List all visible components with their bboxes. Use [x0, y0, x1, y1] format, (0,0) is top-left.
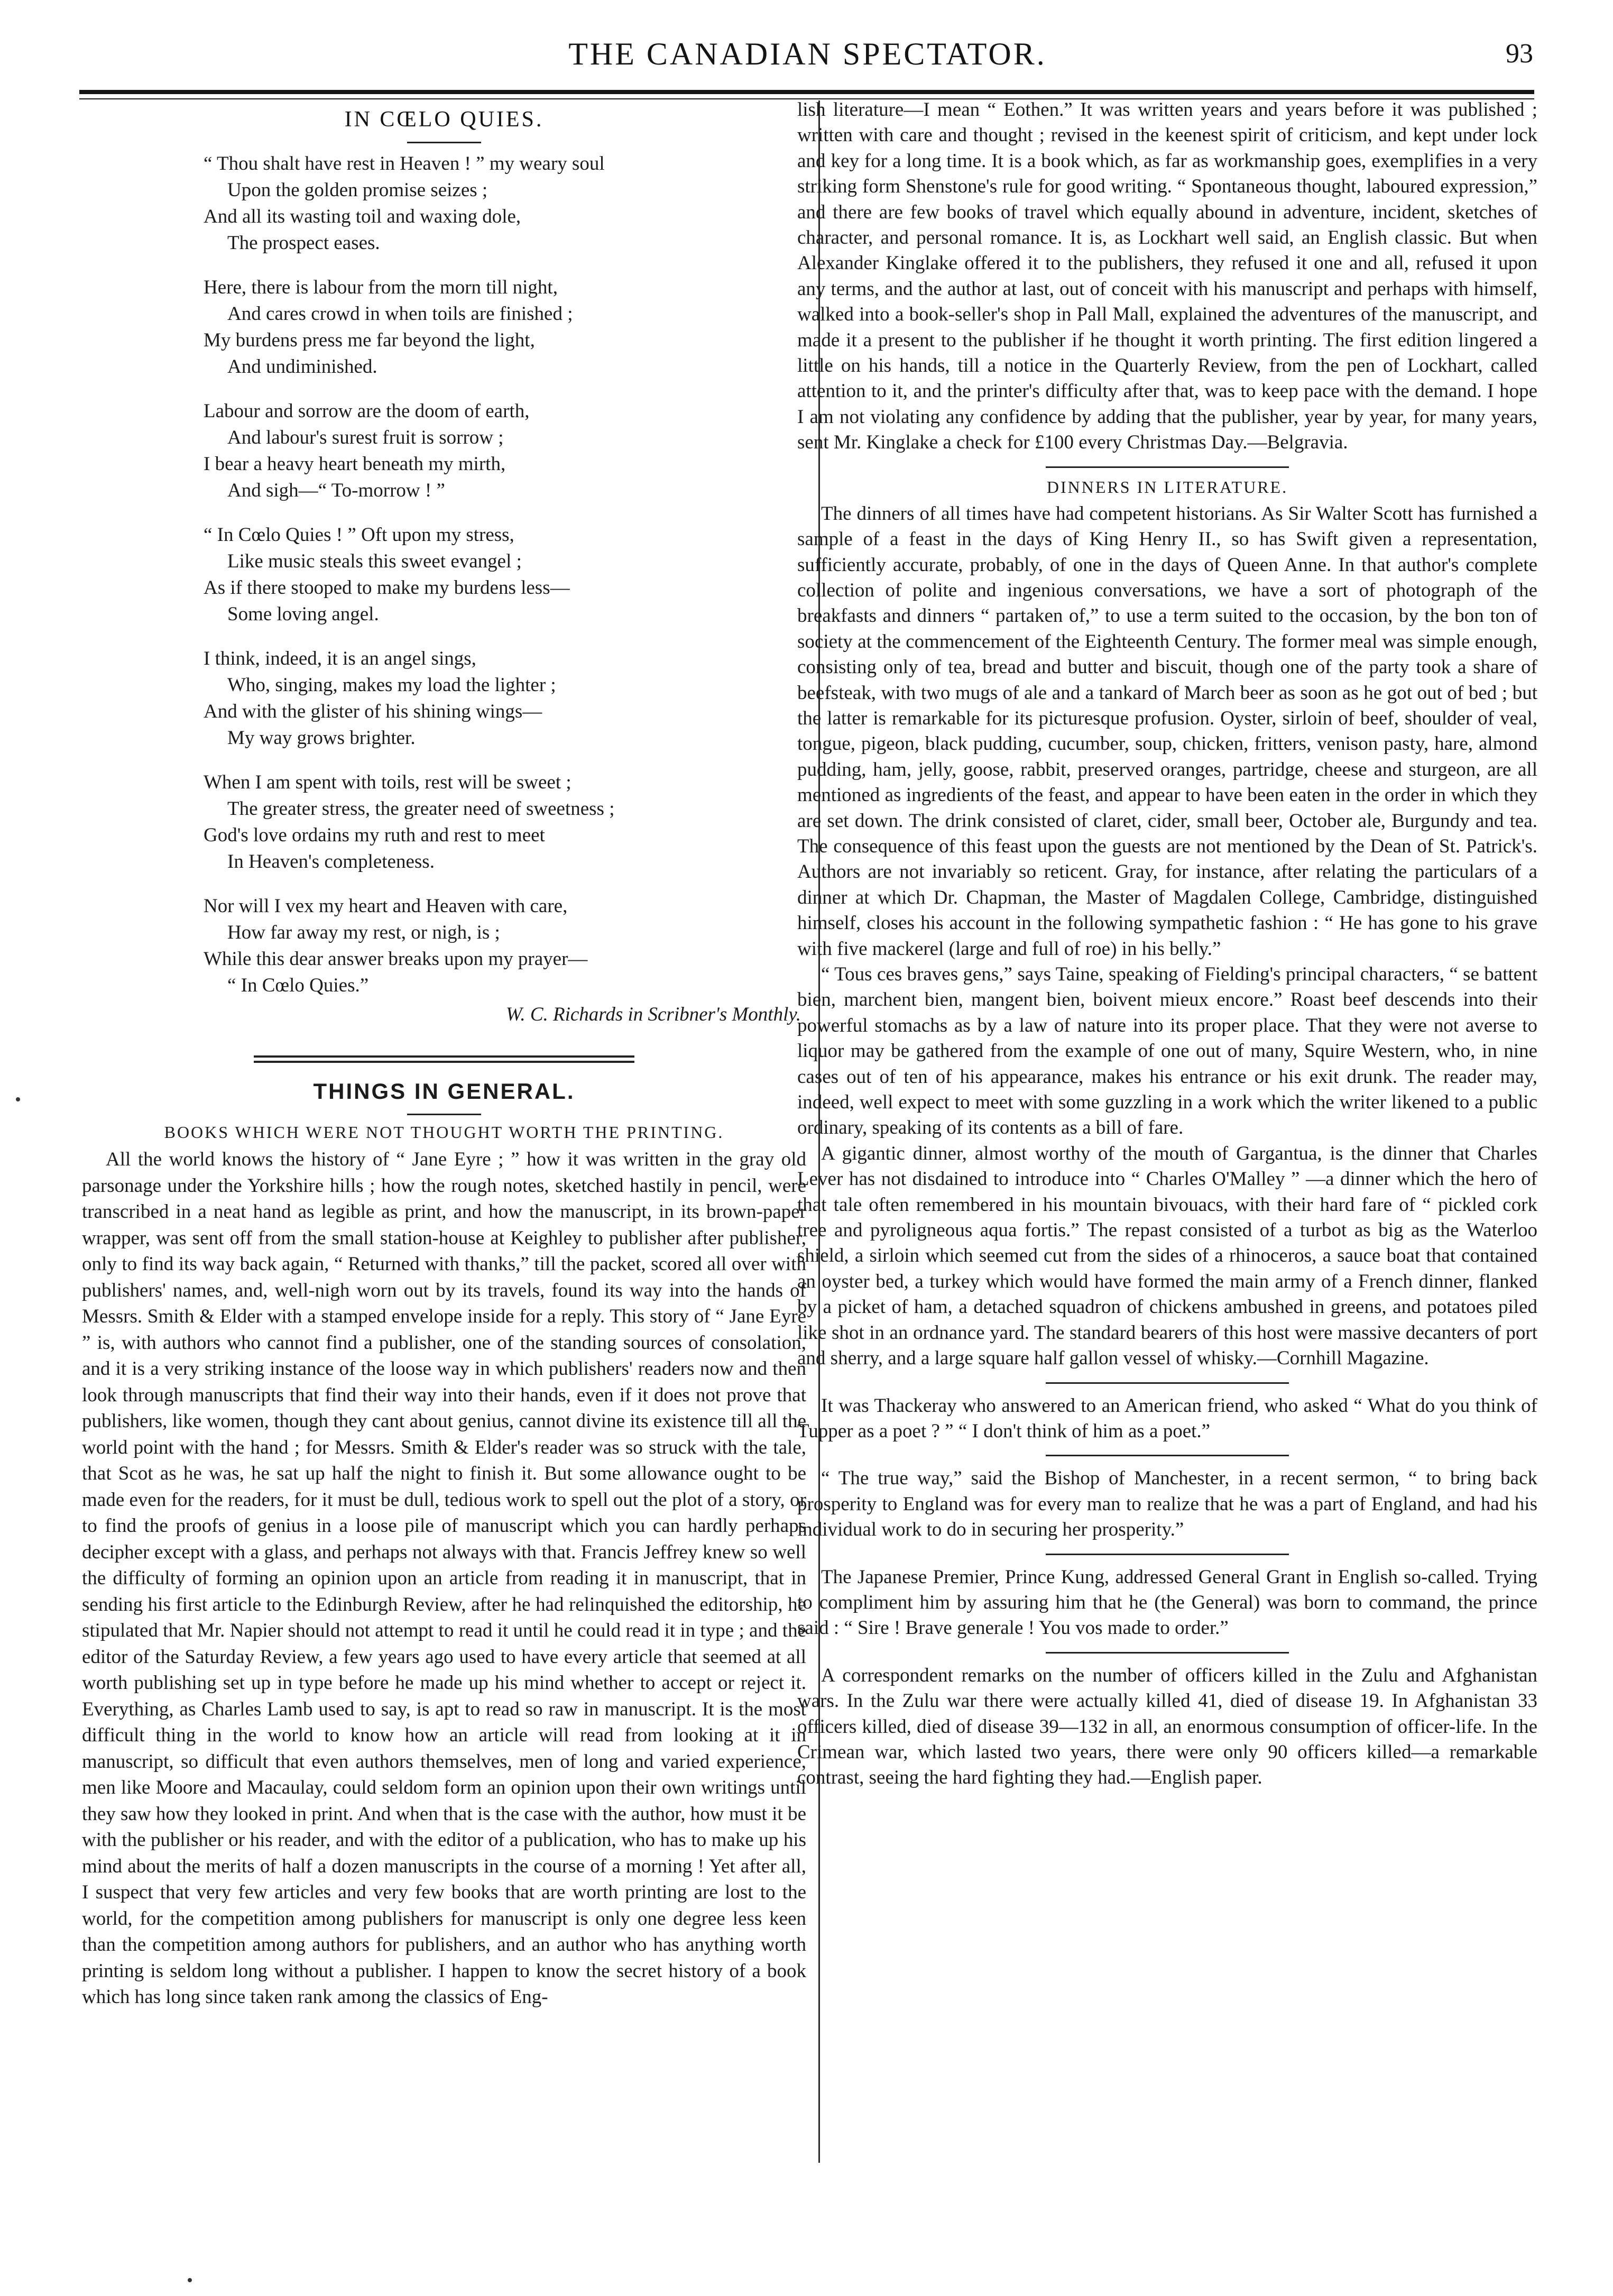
poem-line: And all its wasting toil and waxing dole, — [204, 206, 521, 227]
poem-line: My burdens press me far beyond the light, — [204, 329, 535, 351]
header-rule-thick — [79, 90, 1534, 94]
poem-title-rule — [407, 142, 481, 143]
poem-stanza — [204, 893, 785, 999]
poem-line: As if there stooped to make my burdens less— — [204, 577, 570, 599]
section-divider — [254, 1055, 634, 1063]
poem-line: Here, there is labour from the morn till night, — [204, 277, 558, 298]
books-paragraph: All the world knows the history of “ Jane Eyre ; ” how it was written in the gray old parsonage under the Yorkshire hills ; how the rough notes, sketched hastily in pencil, were transcribed in a neat hand as legible as print, and how the manuscript, in its brown-paper wrapper, was sent off from the small station-house at Keighley to publisher after publisher, only to find its way back again, “ Returned with thanks,” till the packet, scored all over with publishers' names, and, well-nigh worn out by its travels, found its way into the hands of Messrs. Smith & Elder with a stamped envelope inside for a reply. This story of “ Jane Eyre ” is, with authors who cannot find a publisher, one of the standing sources of consolation, and it is a very striking instance of the loose way in which publishers' readers now and then look through manuscripts that find their way into their hands, even if it does not prove that publishers, like women, though they cant about genius, cannot divine its existence till all the world point with the hand ; for Messrs. Smith & Elder's reader was so struck with the tale, that Scot as he was, he sat up half the night to finish it. But some allowance ought to be made even for the readers, for it must be dull, tedious work to spell out the plot of a story, or to find the proofs of genius in a loose pile of manuscript which you can hardly perhaps decipher except with a glass, and perhaps not always with that. Francis Jeffrey knew so well the difficulty of forming an opinion upon an article from reading it in manuscript, that in sending his first article to the Edinburgh Review, after he had relinquished the editorship, he stipulated that Mr. Napier should not attempt to read it until he could read it in type ; and the editor of the Saturday Review, a few years ago used to have every article that seemed at all worth publishing set up in type before he made up his mind whether to accept or reject it. Everything, as Charles Lamb used to say, is apt to read so raw in manuscript. It is the most difficult thing in the world to know how an article will read from looking at it in manuscript, so difficult that even authors themselves, men of long and varied experience, men like Moore and Macaulay, could seldom form an opinion upon their own writings until they saw how they looked in print. And when that is the case with the author, how must it be with the publisher or his reader, and with the editor of a publication, who has to make up his mind about the merits of half a dozen manuscripts in the course of a morning ! Yet after all, I suspect that very few articles and very few books that are worth printing are lost to the world, for the competition among publishers for manuscript is only one degree less keen than the competition among authors for publishers, and an author who has anything worth printing is seldom long without a publisher. I happen to know the secret history of a book which has long since taken rank among the classics of Eng- — [82, 1149, 806, 2008]
poem-title: IN CŒLO QUIES. — [344, 107, 544, 132]
poem-stanza — [204, 151, 785, 256]
poem-line: Nor will I vex my heart and Heaven with care, — [204, 895, 568, 917]
poem-line: The prospect eases. — [227, 232, 380, 254]
correspondent-item: A correspondent remarks on the number of officers killed in the Zulu and Afghanistan wars. In the Zulu war there were actually killed 41, died of disease 19. In Afghanistan 33 officers killed, died of disease 39—132 in all, an enormous consumption of officer-life. In the Crimean war, which lasted two years, there were only 90 officers killed—a remarkable contrast, seeing the hard fighting they had.—English paper. — [797, 1664, 1537, 1789]
poem-stanza — [204, 646, 785, 751]
poem-body — [204, 151, 785, 999]
poem-stanza — [204, 274, 785, 380]
poem-line: Like music steals this sweet evangel ; — [227, 550, 522, 572]
item-divider-2 — [1046, 1455, 1289, 1456]
poem-attribution: W. C. Richards in Scribner's Monthly. — [505, 1004, 801, 1025]
poem-line: And undiminished. — [227, 356, 377, 378]
poem-line: When I am spent with toils, rest will be sweet ; — [204, 772, 572, 793]
dinners-paragraph-3: A gigantic dinner, almost worthy of the mouth of Gargantua, is the dinner that Charles Lever has not disdained to introduce into “ Charles O'Malley ” —a dinner which the hero of that tale often remembered in his mountain bivouacs, with their hard fare of “ pickled cork tree and pyroligneous aqua fortis.” The repast consisted of a turbot as big as the Waterloo shield, a sirloin which seemed cut from the sides of a rhinoceros, a sauce boat that contained an oyster bed, a turkey which would have formed the main army of a French dinner, flanked by a picket of ham, a detached squadron of chickens ambushed in greens, and potatoes piled like shot in an ordnance yard. The standard bearers of this host were massive decanters of port and sherry, and a large square half gallon vessel of whisky.—Cornhill Magazine. — [797, 1142, 1537, 1370]
poem-line: “ In Cœlo Quies ! ” Oft upon my stress, — [204, 524, 514, 546]
page-number: 93 — [1506, 39, 1533, 69]
thackeray-item: It was Thackeray who answered to an American friend, who asked “ What do you think of Tupper as a poet ? ” “ I don't think of him as a poet.” — [797, 1394, 1537, 1442]
poem-line: Who, singing, makes my load the lighter ; — [227, 674, 556, 696]
manchester-item: “ The true way,” said the Bishop of Manchester, in a recent sermon, “ to bring back prosperity to England was for every man to realize that he was a part of England, and had his individual work to do in securing her prosperity.” — [797, 1467, 1537, 1541]
newspaper-title: THE CANADIAN SPECTATOR. — [568, 36, 1047, 71]
right-column — [797, 95, 1537, 1791]
dinners-paragraph-2: “ Tous ces braves gens,” says Taine, speaking of Fielding's principal characters, “ se battent bien, marchent bien, mangent bien, boivent mieux encore.” Roast beef descends into their powerful stomachs as by a law of nature into its proper place. That they were not averse to liquor may be gathered from the example of one out of many, Squire Western, who, in nine cases out of ten of his appearance, makes his entrance or his exit drunk. The reader may, indeed, well expect to meet with some guzzling in a work which the writer likened to a public ordinary, speaking of its contents as a bill of fare. — [797, 963, 1537, 1139]
poem-line: Some loving angel. — [227, 603, 379, 625]
poem-line: And labour's surest fruit is sorrow ; — [227, 427, 504, 448]
left-column — [82, 95, 806, 2010]
poem-line: While this dear answer breaks upon my prayer— — [204, 948, 588, 970]
dinners-paragraph-1: The dinners of all times have had competent historians. As Sir Walter Scott has furnished a sample of a feast in the days of King Henry II., so has Swift given a representation, sufficiently accurate, probably, of one in the days of Queen Anne. In that author's complete collection of polite and ingenious conversations, we have a sort of photograph of the breakfasts and dinners “ partaken of,” to use a term suited to the occasion, by the bon ton of society at the commencement of the Eighteenth Century. The former meal was simple enough, consisting only of tea, bread and butter and biscuit, though one of the party took a share of beefsteak, with two mugs of ale and a tankard of March beer as soon as he got out of bed ; but the latter is remarkable for its picturesque profusion. Oyster, sirloin of beef, shoulder of veal, tongue, pigeon, black pudding, cucumber, soup, chicken, fritters, venison pasty, hare, almond pudding, ham, jelly, goose, rabbit, preserved oranges, partridge, cheese and sturgeon, are all mentioned as ingredients of the feast, and appear to have been eaten in the order in which they are set down. The drink consisted of claret, cider, small beer, October ale, Burgundy and tea. The consequence of this feast upon the guests are not mentioned by the Dean of St. Patrick's. Authors are not invariably so reticent. Gray, for instance, after relating the particulars of a dinner at which Dr. Chapman, the Master of Magdalen College, Cambridge, distinguished himself, closes his account in the following sympathetic fashion : “ He has gone to his grave with five mackerel (large and full of roe) in his belly.” — [797, 502, 1537, 960]
poem-stanza — [204, 769, 785, 875]
poem-stanza — [204, 398, 785, 504]
masthead — [82, 32, 1533, 79]
poem-line: In Heaven's completeness. — [227, 851, 435, 873]
poem-line: And sigh—“ To-morrow ! ” — [227, 480, 445, 501]
dinners-divider — [1046, 466, 1289, 468]
poem-line: How far away my rest, or nigh, is ; — [227, 922, 500, 943]
books-subheading: BOOKS WHICH WERE NOT THOUGHT WORTH THE PRINTING. — [164, 1123, 724, 1142]
item-divider-4 — [1046, 1652, 1289, 1654]
item-divider-3 — [1046, 1554, 1289, 1555]
poem-line: God's love ordains my ruth and rest to meet — [204, 824, 545, 846]
dinners-subheading: DINNERS IN LITERATURE. — [1046, 477, 1288, 497]
section-title-rule — [407, 1114, 481, 1115]
poem-line: And cares crowd in when toils are finished ; — [227, 303, 573, 325]
stray-ink-mark — [16, 1097, 20, 1101]
poem-line: Upon the golden promise seizes ; — [227, 179, 488, 201]
item-divider-1 — [1046, 1382, 1289, 1384]
poem-line: “ In Cœlo Quies.” — [227, 975, 369, 996]
poem-line: I think, indeed, it is an angel sings, — [204, 648, 476, 669]
eothen-paragraph: lish literature—I mean “ Eothen.” It was written years and years before it was published ; written with care and thought ; revised in the keenest spirit of criticism, and kept under lock and key for a long time. It is a book which, as far as workmanship goes, exemplifies in a very striking form Shenstone's rule for good writing. “ Spontaneous thought, laboured expression,” and there are few books of travel which equally abound in adventure, incident, sketches of character, and personal romance. It is, as Lockhart well said, an English classic. But when Alexander Kinglake offered it to the publishers, they refused it one and all, refused it upon any terms, and the author at last, out of conceit with his manuscript and perhaps with himself, walked into a book-seller's shop in Pall Mall, explained the adventures of the manuscript, and made it a present to the publisher if he thought it worth printing. The first edition lingered a little on his hands, till a notice in the Quarterly Review, from the pen of Lockhart, called attention to it, and the printer's difficulty after that, was to keep pace with the demand. I hope I am not violating any confidence by adding that the publisher, year by year, for many years, sent Mr. Kinglake a check for £100 every Christmas Day.—Belgravia. — [797, 99, 1537, 454]
poem-stanza — [204, 522, 785, 628]
poem-line: And with the glister of his shining wings— — [204, 701, 542, 722]
prince-kung-item: The Japanese Premier, Prince Kung, addressed General Grant in English so-called. Trying to compliment him by assuring him that he (the General) was born to command, the prince said : “ Sire ! Brave generale ! You vos made to order.” — [797, 1566, 1537, 1639]
poem-line: I bear a heavy heart beneath my mirth, — [204, 453, 506, 475]
section-title: THINGS IN GENERAL. — [313, 1079, 575, 1104]
poem-line: The greater stress, the greater need of sweetness ; — [227, 798, 615, 820]
poem-line: Labour and sorrow are the doom of earth, — [204, 400, 530, 422]
stray-ink-mark — [188, 2278, 192, 2282]
poem-line: “ Thou shalt have rest in Heaven ! ” my weary soul — [204, 153, 605, 175]
poem-line: My way grows brighter. — [227, 727, 416, 749]
